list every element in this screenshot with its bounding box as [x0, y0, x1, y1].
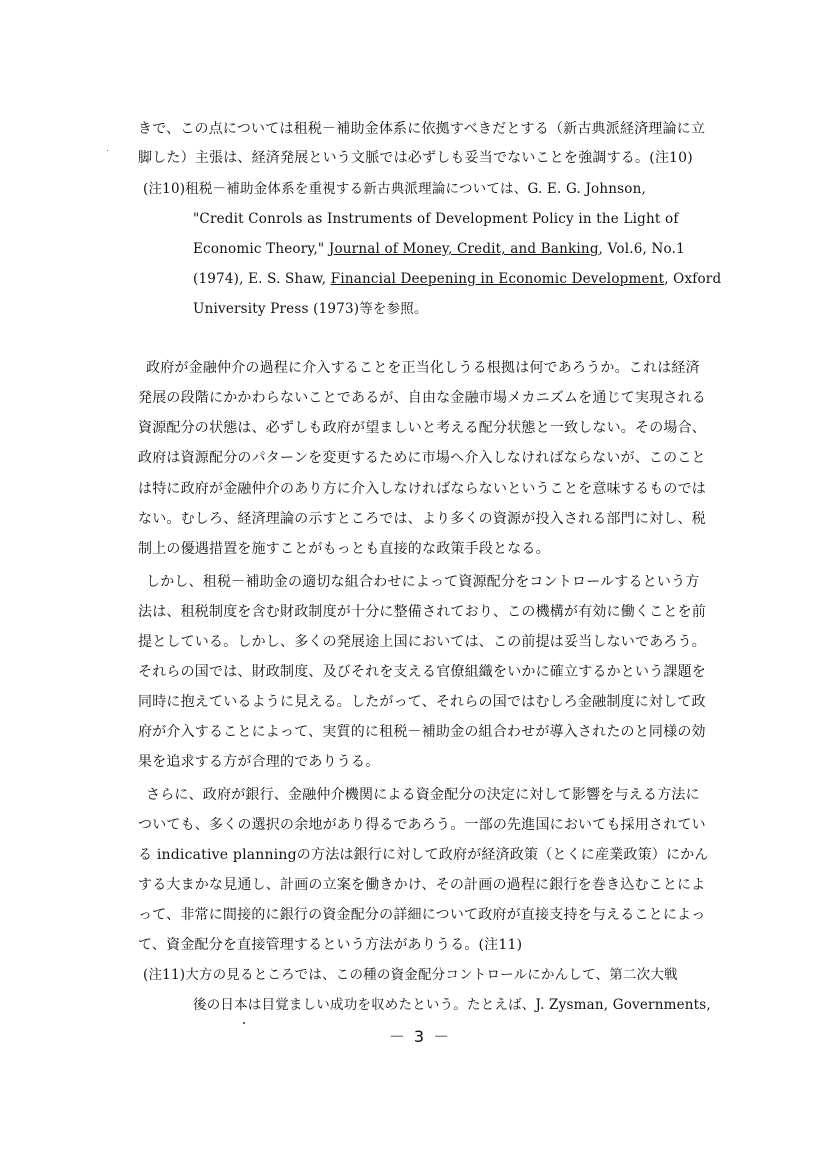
body-line: は特に政府が金融仲介のあり方に介入しなければならないということを意味するものでは: [138, 481, 706, 497]
citation-text: Economic Theory,": [193, 241, 325, 257]
body-line: する大まかな見通し、計画の立案を働きかけ、その計画の過程に銀行を巻き込むことによ: [138, 877, 706, 893]
body-line: 同時に抱えているように見える。したがって、それらの国ではむしろ金融制度に対して政: [138, 694, 706, 710]
body-line: 政府が金融仲介の過程に介入することを正当化しうる根拠は何であろうか。これは経済: [146, 360, 700, 376]
body-line: ない。むしろ、経済理論の示すところでは、より多くの資源が投入される部門に対し、税: [138, 511, 706, 527]
book-title: Financial Deepening in Economic Development: [330, 271, 665, 287]
citation-text: (1974), E. S. Shaw,: [193, 271, 327, 287]
body-line: って、非常に間接的に銀行の資金配分の詳細について政府が直接支持を与えることによっ: [138, 907, 706, 923]
body-line: 果を追求する方が合理的でありうる。: [138, 754, 380, 770]
body-line: 府が介入することによって、実質的に租税－補助金の組合わせが導入されたのと同様の効: [138, 724, 706, 740]
body-line: 発展の段階にかかわらないことであるが、自由な金融市場メカニズムを通じて実現される: [138, 390, 706, 406]
body-line: さらに、政府が銀行、金融仲介機関による資金配分の決定に対して影響を与える方法に: [146, 787, 700, 803]
footnote-10-line: [193, 238, 738, 260]
body-line: 提としている。しかし、多くの発展途上国においては、この前提は妥当しないであろう。: [138, 634, 706, 650]
footnote-10-line: University Press (1973)等を参照。: [193, 301, 428, 317]
body-line: しかし、租税－補助金の適切な組合わせによって資源配分をコントロールするという方: [146, 574, 700, 590]
body-line: 政府は資源配分のパターンを変更するために市場へ介入しなければならないが、このこと: [138, 450, 706, 466]
citation-text: , Vol.6, No.1: [598, 241, 685, 257]
footnote-10-line: [193, 268, 738, 290]
body-line: 法は、租税制度を含む財政制度が十分に整備されており、この機構が有効に働くことを前: [138, 604, 706, 620]
body-line: ついても、多くの選択の余地があり得るであろう。一部の先進国においても採用されてい: [138, 817, 706, 833]
body-line: 資源配分の状態は、必ずしも政府が望ましいと考える配分状態と一致しない。その場合、: [138, 420, 706, 436]
citation-text: , Oxford: [664, 271, 722, 287]
body-line: 脚した）主張は、経済発展という文脈では必ずしも妥当でないことを強調する。(注10): [138, 150, 693, 166]
footnote-10-lead: (注10)租税－補助金体系を重視する新古典派理論については、G. E. G. Johnson,: [143, 181, 647, 197]
journal-title: Journal of Money, Credit, and Banking: [328, 241, 599, 257]
body-line: て、資金配分を直接管理するという方法がありうる。(注11): [138, 937, 523, 953]
body-line: きで、この点については租税－補助金体系に依拠すべきだとする（新古典派経済理論に立: [138, 121, 706, 137]
scan-speck: [107, 150, 108, 151]
footnote-11-line: 後の日本は目覚ましい成功を収めたという。たとえば、J. Zysman, Governments,: [193, 997, 711, 1013]
body-line: それらの国では、財政制度、及びそれを支える官僚組織をいかに確立するかという課題を: [138, 664, 706, 680]
scan-speck: [243, 1022, 245, 1024]
body-line: る indicative planningの方法は銀行に対して政府が経済政策（とくに産業政策）にかん: [138, 847, 709, 863]
footnote-11-lead: (注11)大方の見るところでは、この種の資金配分コントロールにかんして、第二次大戦: [143, 967, 678, 983]
footnote-10-line: "Credit Conrols as Instruments of Development Policy in the Light of: [193, 211, 679, 227]
body-line: 制上の優遇措置を施すことがもっとも直接的な政策手段となる。: [138, 541, 550, 557]
page-number: － 3 －: [388, 1027, 452, 1046]
